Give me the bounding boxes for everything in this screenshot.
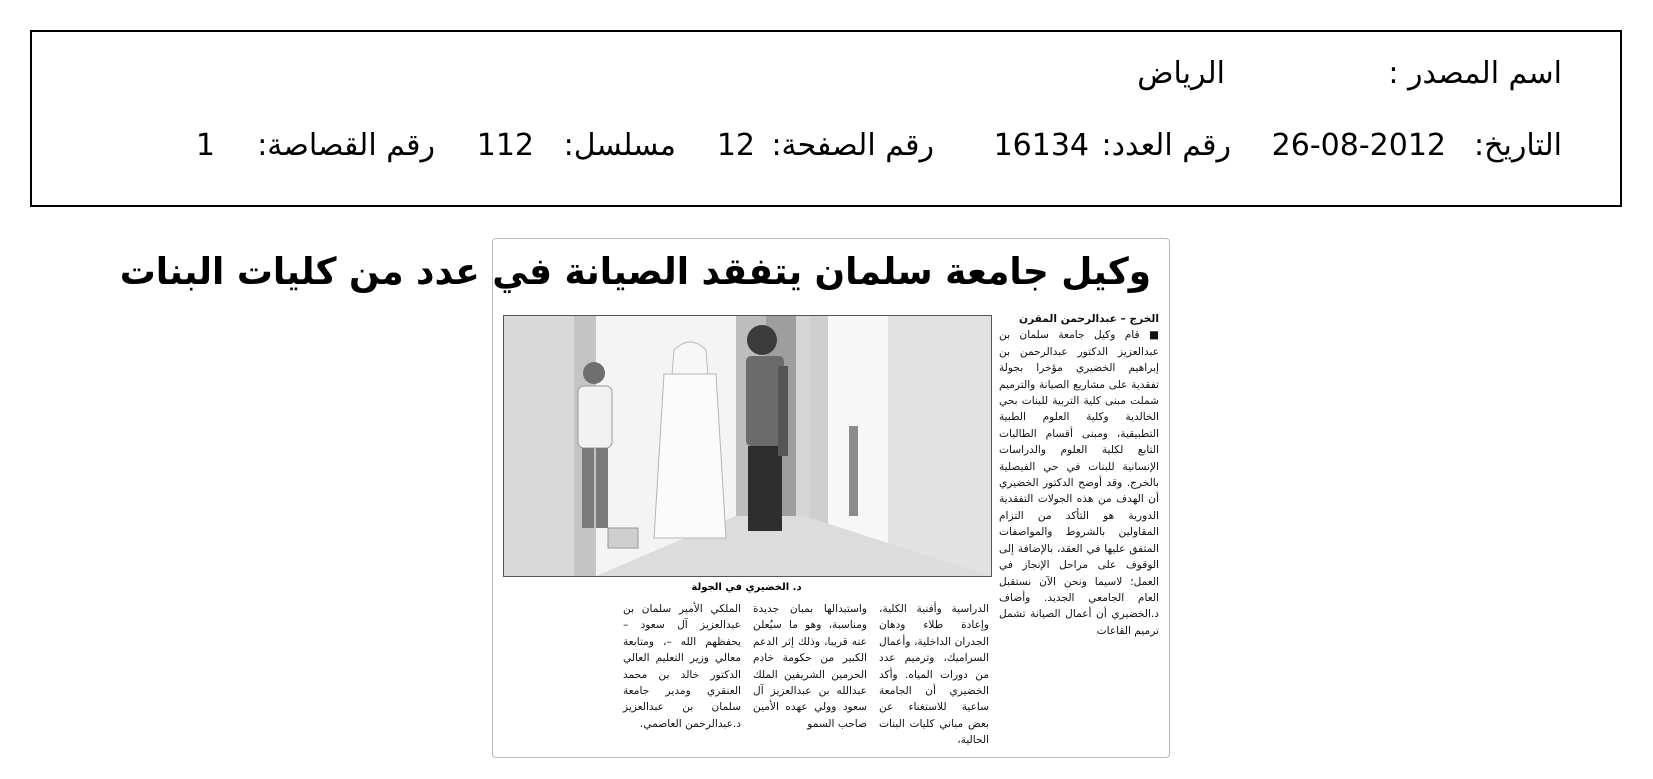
issue-label: رقم العدد: xyxy=(1101,128,1231,163)
column-3-text: واستبدالها بمبان جديدة ومناسبة، وهو ما سيُعلن عنه قريبا، وذلك إثر الدعم الكبير من حكومة خادم الحرمين الشريفين الملك عبدالله بن عبدالعزيز آل سعود وولي عهده الأمين صاحب السمو xyxy=(753,603,867,730)
clip-label: رقم القصاصة: xyxy=(257,128,435,163)
source-value: الرياض xyxy=(1137,56,1225,91)
column-1-text: ■ قام وكيل جامعة سلمان بن عبدالعزيز الدكتور عبدالرحمن بن إبراهيم الخضيري مؤخرا بجولة تفقدية على مشاريع الصيانة والترميم شملت مبنى كلية التربية للبنات بحي الخالدية وكلية العلوم الطبية التطبيقية، ومبنى أقسام الطالبات التابع لكلية العلوم والدراسات الإنسانية للبنات في حي الفيصلية بالخرج. وقد أوضح الدكتور الخضيري أن الهدف من هذه الجولات التفقدية الدورية هو التأكد من التزام المقاولين بالشروط والمواصفات المتفق عليها في العقد، بالإضافة إلى الوقوف على مراحل الإنجاز في العمل؛ لاسيما ونحن الآن نستقبل العام الجامعي الجديد. وأضاف د.الخضيري أن أعمال الصيانة تشمل ترميم القاعات xyxy=(999,329,1159,637)
clipping-header-box xyxy=(30,30,1622,207)
serial-label: مسلسل: xyxy=(563,128,676,163)
article-column-3 xyxy=(753,601,867,747)
clip-value: 1 xyxy=(195,128,215,163)
page-value: 12 xyxy=(716,128,755,163)
article-column-4 xyxy=(623,601,741,747)
photo-caption: د. الخضيري في الجولة xyxy=(691,582,802,593)
serial-value: 112 xyxy=(476,128,534,163)
article-column-1 xyxy=(999,311,1159,747)
article-column-2 xyxy=(879,601,989,747)
column-4-text: الملكي الأمير سلمان بن عبدالعزيز آل سعود – يحفظهم الله –، ومتابعة معالي وزير التعليم العالي الدكتور خالد بن محمد العنقري ومدير جامعة سلمان بن عبدالعزيز د.عبدالرحمن العاصمي. xyxy=(623,603,741,730)
page-label: رقم الصفحة: xyxy=(771,128,934,163)
newspaper-clipping xyxy=(119,238,1170,758)
photo-illustration xyxy=(504,316,991,576)
column-2-text: الدراسية وأفنية الكلية، وإعادة طلاء ودهان الجدران الداخلية، وأعمال السراميك، وترميم عدد من دورات المياه. وأكد الخضيري أن الجامعة ساعية للاستغناء عن بعض مباني كليات البنات الحالية، xyxy=(879,603,989,747)
source-label: اسم المصدر : xyxy=(1388,56,1562,91)
article-photo xyxy=(503,315,992,577)
date-label: التاريخ: xyxy=(1474,128,1562,163)
issue-value: 16134 xyxy=(993,128,1089,163)
article-headline: وكيل جامعة سلمان يتفقد الصيانة في عدد من كليات البنات xyxy=(119,250,1152,293)
date-value: 26-08-2012 xyxy=(1271,128,1446,163)
article-byline: الخرج – عبدالرحمن المقرن xyxy=(1019,313,1159,325)
